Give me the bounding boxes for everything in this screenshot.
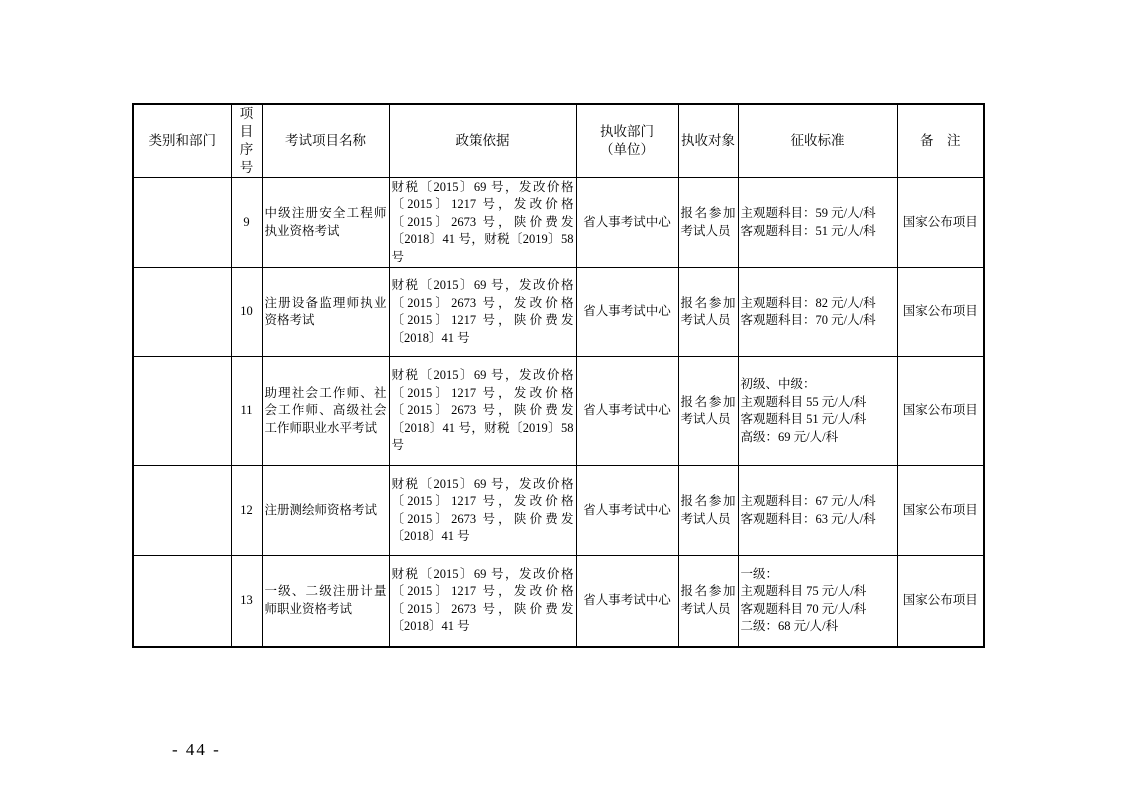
remark-cell: 国家公布项目 (897, 466, 984, 556)
policy-line: 〔2015〕1217 号，发改价格 (391, 197, 574, 212)
fee-table (132, 103, 985, 648)
header-collecting-department (576, 104, 678, 178)
policy-line: 〔2015〕1217 号，陕价费发 (391, 313, 574, 327)
category-cell (133, 357, 231, 466)
policy-basis-cell (389, 268, 576, 357)
policy-line: 财税〔2015〕69 号，发改价格 (391, 179, 574, 194)
policy-line: 〔2015〕2673 号，发改价格 (391, 295, 574, 310)
header-remark: 备 注 (897, 104, 984, 178)
table-header (133, 104, 984, 178)
item-number-cell: 13 (231, 556, 262, 647)
policy-line: 〔2015〕1217 号，发改价格 (391, 584, 574, 599)
fee-standard-line: 主观题科目：67 元/人/科 (740, 494, 876, 508)
fee-standard-cell (738, 556, 897, 647)
table-row (133, 178, 984, 268)
category-cell (133, 466, 231, 556)
fee-standard-line: 客观题科目：63 元/人/科 (740, 511, 876, 526)
fee-standard-cell (738, 268, 897, 357)
policy-basis-cell (389, 178, 576, 268)
policy-line: 〔2015〕2673 号，陕价费发 (391, 214, 574, 229)
remark-cell: 国家公布项目 (897, 268, 984, 357)
header-item-number (231, 104, 262, 178)
header-policy-basis: 政策依据 (389, 104, 576, 178)
header-item-number-line: 项目 (239, 106, 254, 139)
payer-cell: 报名参加考试人员 (678, 466, 738, 556)
remark-cell: 国家公布项目 (897, 357, 984, 466)
collecting-department-cell: 省人事考试中心 (576, 466, 678, 556)
remark-cell: 国家公布项目 (897, 178, 984, 268)
policy-line: 〔2015〕1217 号，发改价格 (391, 385, 574, 400)
exam-name-cell: 注册测绘师资格考试 (262, 466, 389, 556)
item-number-cell: 9 (231, 178, 262, 268)
header-row (133, 104, 984, 178)
fee-standard-cell (738, 357, 897, 466)
payer-cell: 报名参加考试人员 (678, 268, 738, 357)
fee-standard-line: 客观题科目：70 元/人/科 (740, 313, 876, 327)
policy-line: 〔2018〕41 号 (391, 529, 470, 543)
table-row (133, 268, 984, 357)
policy-line: 〔2015〕1217 号，发改价格 (391, 494, 574, 508)
policy-line: 号 (391, 249, 405, 264)
header-fee-standard: 征收标准 (738, 104, 897, 178)
policy-basis-cell (389, 357, 576, 466)
header-department-line: 执收部门 (600, 124, 654, 139)
policy-line: 财税〔2015〕69 号，发改价格 (391, 566, 574, 581)
header-category: 类别和部门 (133, 104, 231, 178)
policy-line: 财税〔2015〕69 号，发改价格 (391, 278, 574, 292)
fee-standard-cell (738, 178, 897, 268)
policy-line: 财税〔2015〕69 号，发改价格 (391, 368, 574, 383)
policy-basis-cell (389, 466, 576, 556)
category-cell (133, 556, 231, 647)
table-row (133, 466, 984, 556)
policy-line: 〔2015〕2673 号，陕价费发 (391, 601, 574, 616)
policy-basis-cell (389, 556, 576, 647)
fee-standard-line: 一级： (740, 566, 779, 581)
fee-standard-line: 客观题科目 70 元/人/科 (740, 601, 867, 616)
item-number-cell: 11 (231, 357, 262, 466)
category-cell (133, 178, 231, 268)
table-body (133, 178, 984, 647)
header-exam-name: 考试项目名称 (262, 104, 389, 178)
header-department-line: （单位） (600, 142, 654, 157)
payer-cell: 报名参加考试人员 (678, 357, 738, 466)
policy-line: 〔2015〕2673 号，陕价费发 (391, 511, 574, 526)
header-payer: 执收对象 (678, 104, 738, 178)
policy-line: 号 (391, 438, 405, 453)
policy-line: 〔2015〕2673 号，陕价费发 (391, 403, 574, 418)
fee-standard-cell (738, 466, 897, 556)
fee-standard-line: 客观题科目：51 元/人/科 (740, 223, 876, 238)
fee-standard-line: 客观题科目 51 元/人/科 (740, 412, 867, 426)
table-row (133, 556, 984, 647)
exam-name-cell: 一级、二级注册计量师职业资格考试 (262, 556, 389, 647)
collecting-department-cell: 省人事考试中心 (576, 556, 678, 647)
fee-standard-line: 主观题科目 55 元/人/科 (740, 394, 867, 409)
policy-line: 〔2018〕41 号 (391, 330, 470, 345)
collecting-department-cell: 省人事考试中心 (576, 268, 678, 357)
payer-cell: 报名参加考试人员 (678, 556, 738, 647)
policy-line: 财税〔2015〕69 号，发改价格 (391, 476, 574, 491)
fee-standard-line: 主观题科目：82 元/人/科 (740, 295, 876, 310)
table-row (133, 357, 984, 466)
collecting-department-cell: 省人事考试中心 (576, 357, 678, 466)
category-cell (133, 268, 231, 357)
exam-name-cell: 注册设备监理师执业资格考试 (262, 268, 389, 357)
exam-name-cell: 中级注册安全工程师执业资格考试 (262, 178, 389, 268)
header-item-number-line: 序号 (239, 142, 254, 175)
fee-standard-line: 高级：69 元/人/科 (740, 429, 839, 444)
policy-line: 〔2018〕41 号，财税〔2019〕58 (391, 232, 574, 247)
policy-line: 〔2018〕41 号 (391, 619, 470, 634)
fee-standard-line: 主观题科目 75 元/人/科 (740, 584, 867, 599)
fee-standard-line: 二级：68 元/人/科 (740, 619, 839, 634)
item-number-cell: 12 (231, 466, 262, 556)
payer-cell: 报名参加考试人员 (678, 178, 738, 268)
remark-cell: 国家公布项目 (897, 556, 984, 647)
fee-standard-line: 初级、中级： (740, 377, 816, 391)
fee-standard-line: 主观题科目：59 元/人/科 (740, 206, 876, 220)
collecting-department-cell: 省人事考试中心 (576, 178, 678, 268)
item-number-cell: 10 (231, 268, 262, 357)
policy-line: 〔2018〕41 号，财税〔2019〕58 (391, 420, 574, 435)
exam-name-cell: 助理社会工作师、社会工作师、高级社会工作师职业水平考试 (262, 357, 389, 466)
page-number: - 44 - (172, 740, 221, 759)
